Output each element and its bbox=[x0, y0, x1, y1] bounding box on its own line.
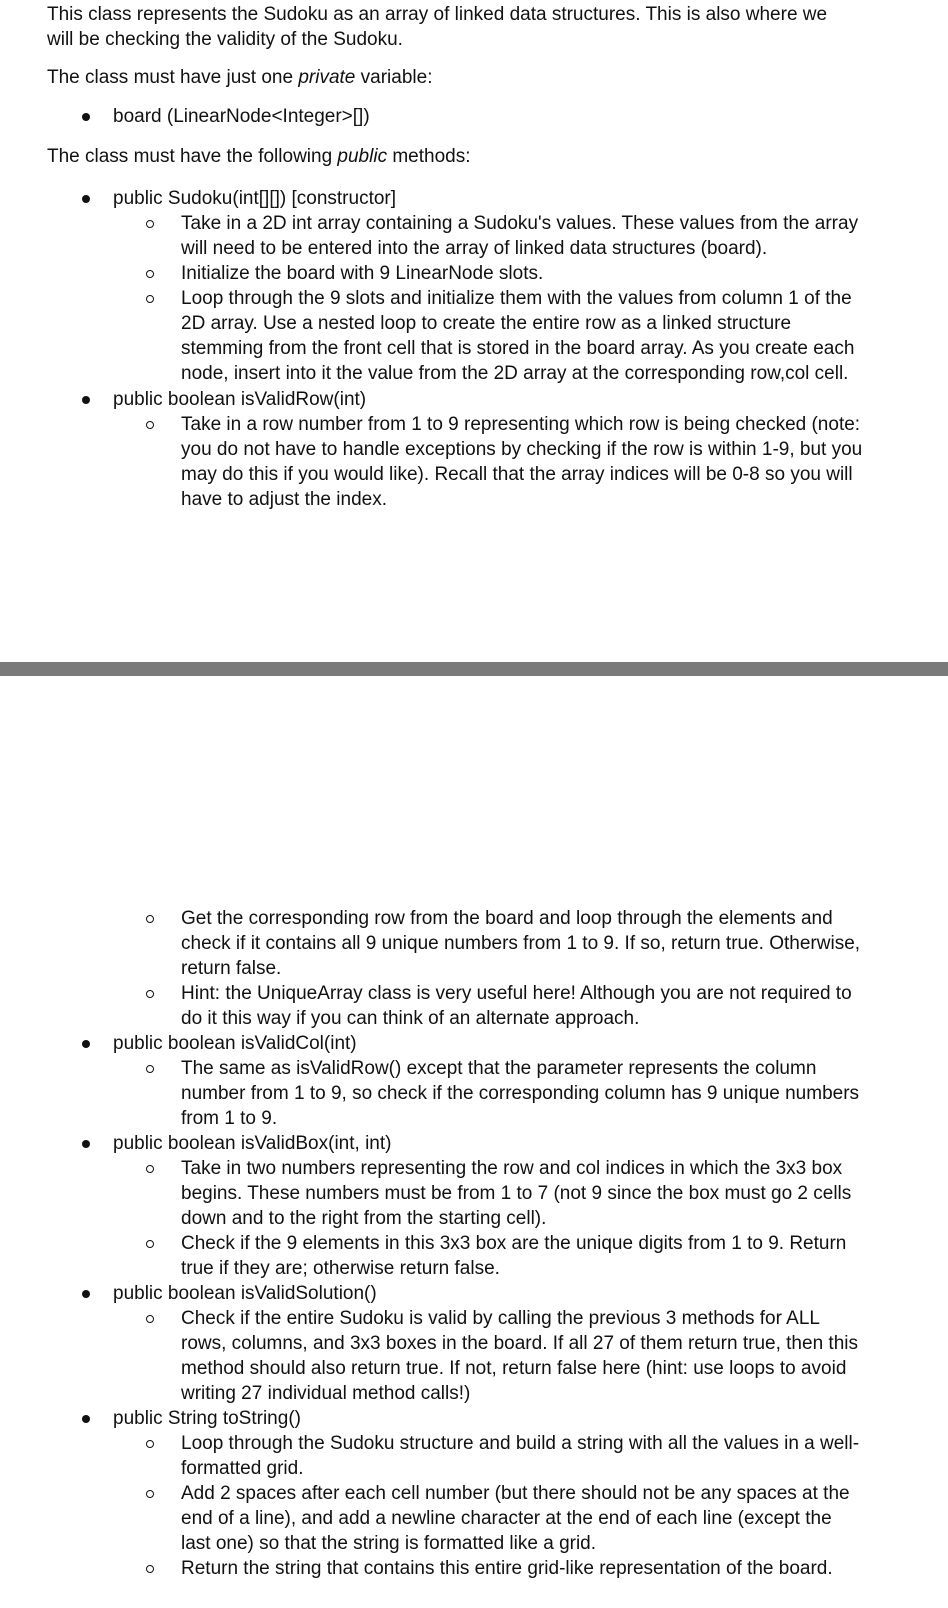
circle-bullet-icon bbox=[145, 1056, 157, 1081]
circle-bullet-icon bbox=[145, 1306, 157, 1331]
private-variable: board (LinearNode<Integer>[]) bbox=[113, 106, 370, 127]
page-separator bbox=[0, 662, 948, 676]
method-signature: public boolean isValidRow(int) bbox=[113, 389, 367, 410]
public-heading: The class must have the following public methods: bbox=[47, 146, 471, 167]
document-page-2 bbox=[0, 676, 948, 1608]
intro-paragraph bbox=[47, 2, 927, 52]
circle-bullet-icon bbox=[145, 261, 157, 286]
circle-bullet-icon bbox=[145, 1156, 157, 1181]
method-point: Hint: the UniqueArray class is very useful here! Although you are not required to do it this way if you can think of an alternate approach. bbox=[181, 983, 852, 1029]
circle-bullet-icon bbox=[145, 906, 157, 931]
circle-bullet-icon bbox=[145, 211, 157, 236]
bullet-icon bbox=[82, 1031, 92, 1056]
private-emphasis: private bbox=[298, 67, 356, 88]
public-emphasis: public bbox=[337, 146, 388, 167]
method-point: Add 2 spaces after each cell number (but there should not be any spaces at the end of a line), and add a newline character at the end of each line (except the last one) so that the string is formatted like a grid. bbox=[181, 1483, 850, 1554]
bullet-icon bbox=[82, 1281, 92, 1306]
document-page-1 bbox=[0, 0, 948, 662]
method-point: The same as isValidRow() except that the parameter represents the column number from 1 to 9, so check if the corresponding column has 9 unique numbers from 1 to 9. bbox=[181, 1058, 860, 1129]
bullet-icon bbox=[82, 1131, 92, 1156]
method-point: Initialize the board with 9 LinearNode slots. bbox=[181, 263, 544, 284]
circle-bullet-icon bbox=[145, 412, 157, 437]
circle-bullet-icon bbox=[145, 1556, 157, 1581]
method-point: Check if the entire Sudoku is valid by calling the previous 3 methods for ALL rows, columns, and 3x3 boxes in the board. If all 27 of them return true, then this method should also return true. If not, return false here (hint: use loops to avoid writing 27 individual method calls!) bbox=[181, 1308, 858, 1404]
circle-bullet-icon bbox=[145, 1481, 157, 1506]
circle-bullet-icon bbox=[145, 981, 157, 1006]
method-point: Get the corresponding row from the board and loop through the elements and check if it contains all 9 unique numbers from 1 to 9. If so, return true. Otherwise, return false. bbox=[181, 908, 861, 979]
method-point: Loop through the Sudoku structure and build a string with all the values in a well- formatted grid. bbox=[181, 1433, 860, 1479]
bullet-icon bbox=[82, 104, 92, 129]
bullet-icon bbox=[82, 1406, 92, 1431]
bullet-icon bbox=[82, 186, 92, 211]
bullet-icon bbox=[82, 387, 92, 412]
method-point: Check if the 9 elements in this 3x3 box are the unique digits from 1 to 9. Return true if they are; otherwise return false. bbox=[181, 1233, 847, 1279]
method-signature: public Sudoku(int[][]) [constructor] bbox=[113, 188, 397, 209]
private-heading: The class must have just one private variable: bbox=[47, 67, 433, 88]
method-signature: public boolean isValidSolution() bbox=[113, 1283, 377, 1304]
method-point: Take in two numbers representing the row and col indices in which the 3x3 box begins. These numbers must be from 1 to 7 (not 9 since the box must go 2 cells down and to the right from the starting cell). bbox=[181, 1158, 852, 1229]
intro-line: will be checking the validity of the Sudoku. bbox=[47, 29, 403, 50]
method-signature: public boolean isValidCol(int) bbox=[113, 1033, 357, 1054]
circle-bullet-icon bbox=[145, 286, 157, 311]
method-point: Take in a row number from 1 to 9 representing which row is being checked (note: you do not have to handle exceptions by checking if the row is within 1-9, but you may do this if you would like). Recall that the array indices will be 0-8 so you will have to adjust the index. bbox=[181, 414, 863, 510]
intro-line: This class represents the Sudoku as an array of linked data structures. This is also where we bbox=[47, 4, 828, 25]
method-point: Return the string that contains this entire grid-like representation of the board. bbox=[181, 1558, 833, 1579]
circle-bullet-icon bbox=[145, 1231, 157, 1256]
method-point: Loop through the 9 slots and initialize them with the values from column 1 of the 2D array. Use a nested loop to create the entire row as a linked structure stemming from the front cell that is stored in the board array. As you create each node, insert into it the value from the 2D array at the corresponding row,col cell. bbox=[181, 288, 855, 384]
method-point: Take in a 2D int array containing a Sudoku's values. These values from the array will need to be entered into the array of linked data structures (board). bbox=[181, 213, 859, 259]
method-signature: public boolean isValidBox(int, int) bbox=[113, 1133, 392, 1154]
method-signature: public String toString() bbox=[113, 1408, 301, 1429]
circle-bullet-icon bbox=[145, 1431, 157, 1456]
